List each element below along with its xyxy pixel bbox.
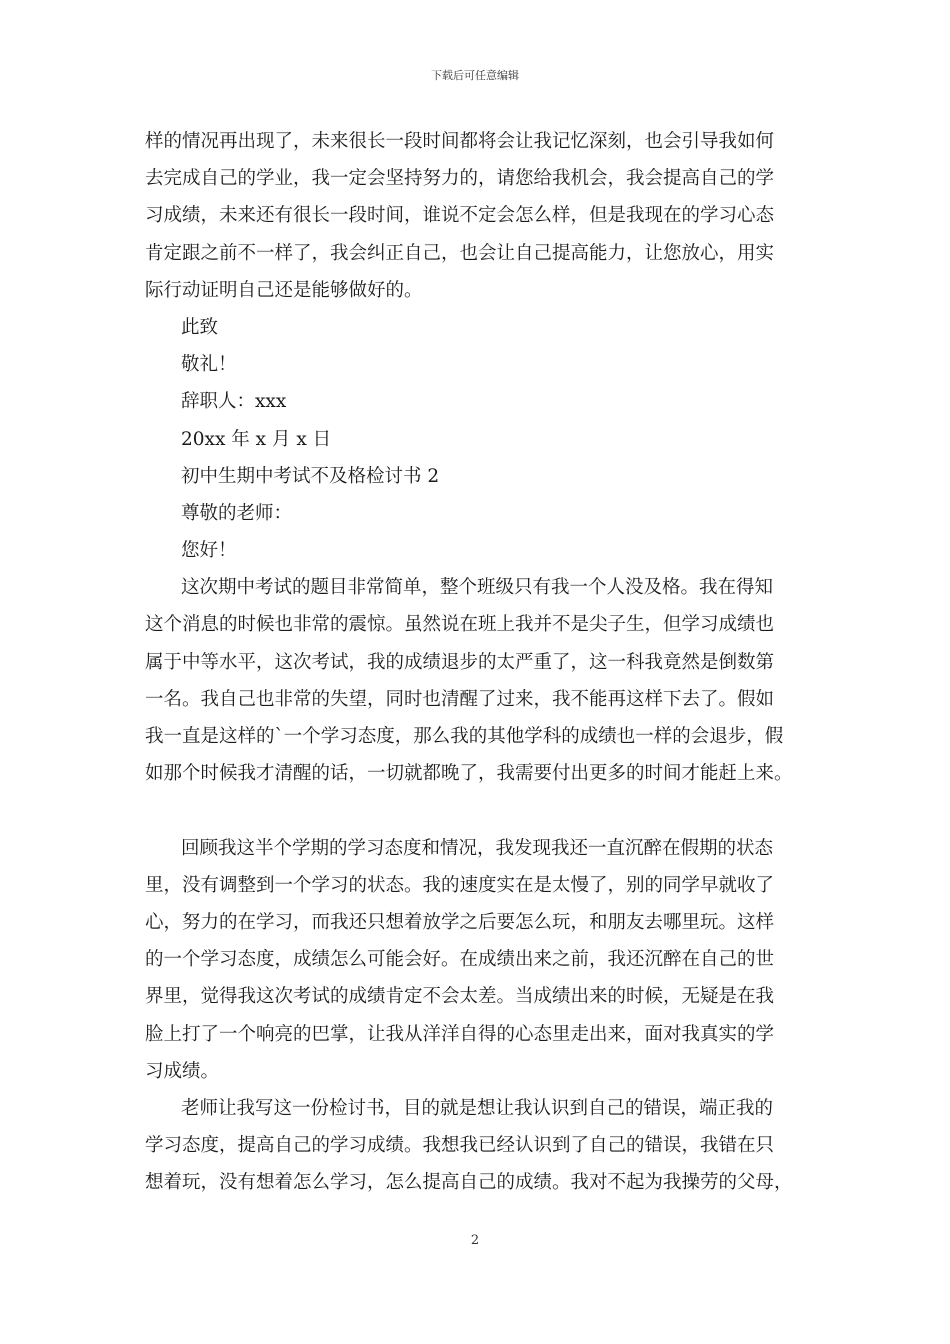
text-line: 20xx 年 x 月 x 日 [181,428,332,450]
text-line: 回顾我这半个学期的学习态度和情况，我发现我还一直沉醉在假期的状态 [181,837,774,859]
text-line: 我一直是这样的`一个学习态度，那么我的其他学科的成绩也一样的会退步，假 [145,726,784,747]
text-line: 初中生期中考试不及格检讨书 2 [181,465,440,487]
page-header: 下载后可任意编辑 [431,69,519,82]
text-line: 习成绩，未来还有很长一段时间，谁说不定会怎么样，但是我现在的学习心态 [145,205,775,227]
text-line: 敬礼！ [181,354,237,376]
text-line: 属于中等水平，这次考试，我的成绩退步的太严重了，这一科我竟然是倒数第 [145,651,775,673]
text-line: 样的情况再出现了，未来很长一段时间都将会让我记忆深刻，也会引导我如何 [145,131,775,152]
text-line: 习成绩。 [145,1060,220,1082]
text-line: 界里，觉得我这次考试的成绩肯定不会太差。当成绩出来的时候，无疑是在我 [145,986,775,1008]
page-number: 2 [470,1233,480,1248]
text-line: 这次期中考试的题目非常简单，整个班级只有我一个人没及格。我在得知 [181,577,774,599]
blank-line [145,792,820,829]
text-line: 这个消息的时候也非常的震惊。虽然说在班上我并不是尖子生，但学习成绩也 [145,614,775,636]
text-line: 心，努力的在学习，而我还只想着放学之后要怎么玩，和朋友去哪里玩。这样 [145,911,775,933]
text-line: 老师让我写这一份检讨书，目的就是想让我认识到自己的错误，端正我的 [181,1097,774,1119]
text-line: 想着玩，没有想着怎么学习，怎么提高自己的成绩。我对不起为我操劳的父母， [145,1172,793,1194]
text-line: 辞职人：xxx [181,391,287,413]
text-line: 学习态度，提高自己的学习成绩。我想我已经认识到了自己的错误，我错在只 [145,1135,775,1157]
text-line: 肯定跟之前不一样了，我会纠正自己，也会让自己提高能力，让您放心，用实 [145,242,775,264]
text-line: 里，没有调整到一个学习的状态。我的速度实在是太慢了，别的同学早就收了 [145,874,775,896]
document-body [145,123,820,1201]
text-line: 尊敬的老师： [181,502,293,524]
text-line: 的一个学习态度，成绩怎么可能会好。在成绩出来之前，我还沉醉在自己的世 [145,949,775,971]
text-line: 际行动证明自己还是能够做好的。 [145,279,423,301]
text-line: 此致 [181,316,219,338]
text-line: 去完成自己的学业，我一定会坚持努力的，请您给我机会，我会提高自己的学 [145,168,775,190]
text-line: 脸上打了一个响亮的巴掌，让我从洋洋自得的心态里走出来，面对我真实的学 [145,1023,775,1045]
text-line: 如那个时候我才清醒的话，一切就都晚了，我需要付出更多的时间才能赶上来。 [145,763,793,785]
text-line: 您好！ [181,540,237,562]
text-line: 一名。我自己也非常的失望，同时也清醒了过来，我不能再这样下去了。假如 [145,688,775,710]
